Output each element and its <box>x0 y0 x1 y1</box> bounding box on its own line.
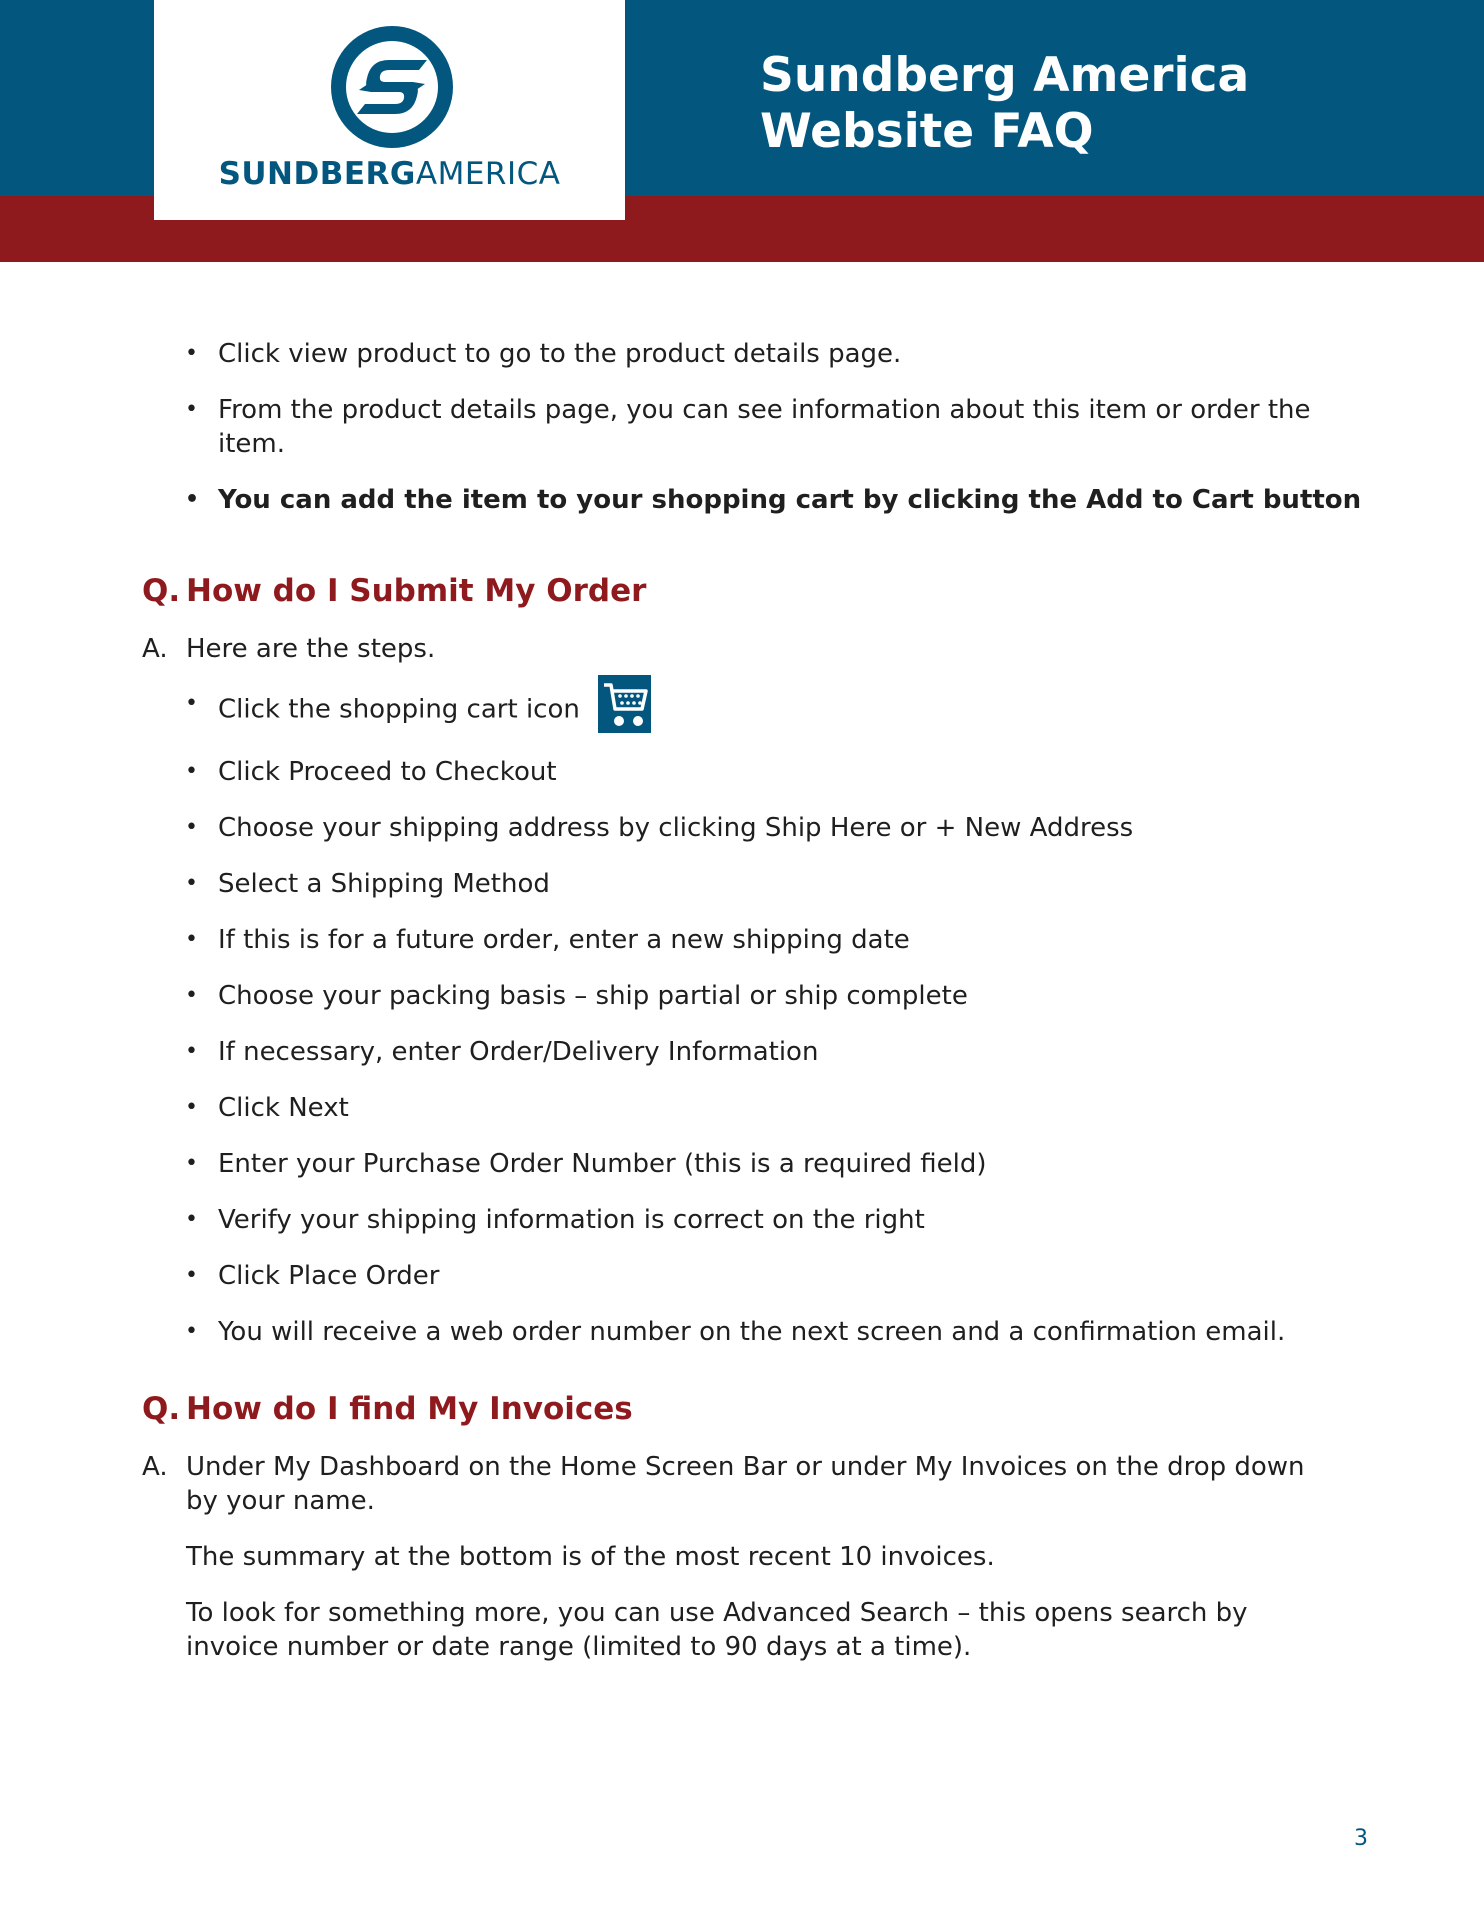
list-item: • From the product details page, you can see information about this item or order the item. <box>185 393 1345 461</box>
logo-wordmark-light: AMERICA <box>415 156 561 192</box>
question-heading-submit-order <box>142 571 646 611</box>
question-text: How do I find My Invoices <box>186 1391 633 1427</box>
page-number: 3 <box>1354 1826 1368 1851</box>
answer-paragraph: The summary at the bottom is of the most recent 10 invoices. <box>186 1542 995 1572</box>
page-title <box>760 48 1400 160</box>
question-label: Q. <box>142 573 181 609</box>
logo-wordmark-bold: SUNDBERG <box>218 156 416 192</box>
page-title-line-1: Sundberg America <box>760 48 1250 103</box>
list-item: • Choose your shipping address by clicking Ship Here or + New Address <box>185 811 1345 845</box>
list-item: • Click view product to go to the product details page. <box>185 337 1345 371</box>
list-item: • Verify your shipping information is correct on the right <box>185 1203 1345 1237</box>
answer-paragraph: To look for something more, you can use Advanced Search – this opens search by invoice number or date range (limited to 90 days at a time). <box>186 1598 1248 1662</box>
order-steps-list <box>185 687 1345 1371</box>
list-item: • You can add the item to your shopping cart by clicking the Add to Cart button <box>185 483 1345 517</box>
sundberg-s-logo-icon <box>331 26 453 148</box>
answer-submit-order <box>142 632 1342 688</box>
list-item: • Enter your Purchase Order Number (this is a required field) <box>185 1147 1345 1181</box>
list-item <box>185 687 1345 733</box>
list-item: • Select a Shipping Method <box>185 867 1345 901</box>
page-title-line-2: Website FAQ <box>760 104 1094 159</box>
list-item: • You will receive a web order number on the next screen and a confirmation email. <box>185 1315 1345 1349</box>
shopping-cart-icon <box>598 675 651 733</box>
answer-label: A. <box>142 1452 168 1482</box>
logo-wordmark <box>154 156 625 192</box>
answer-label: A. <box>142 634 168 664</box>
list-item: • If this is for a future order, enter a new shipping date <box>185 923 1345 957</box>
answer-find-invoices <box>142 1450 1342 1686</box>
answer-paragraph: Under My Dashboard on the Home Screen Bar or under My Invoices on the drop down by your name. <box>186 1452 1305 1516</box>
intro-bullet-list <box>185 337 1362 539</box>
question-text: How do I Submit My Order <box>186 573 647 609</box>
question-label: Q. <box>142 1391 181 1427</box>
list-item: • If necessary, enter Order/Delivery Information <box>185 1035 1345 1069</box>
answer-text: Here are the steps. <box>186 634 436 664</box>
list-item: • Click Place Order <box>185 1259 1345 1293</box>
logo <box>154 0 625 220</box>
list-item: • Click Proceed to Checkout <box>185 755 1345 789</box>
list-item: • Click Next <box>185 1091 1345 1125</box>
step-text: Click the shopping cart icon <box>218 694 580 725</box>
question-heading-find-invoices <box>142 1389 633 1429</box>
list-item: • Choose your packing basis – ship partial or ship complete <box>185 979 1345 1013</box>
